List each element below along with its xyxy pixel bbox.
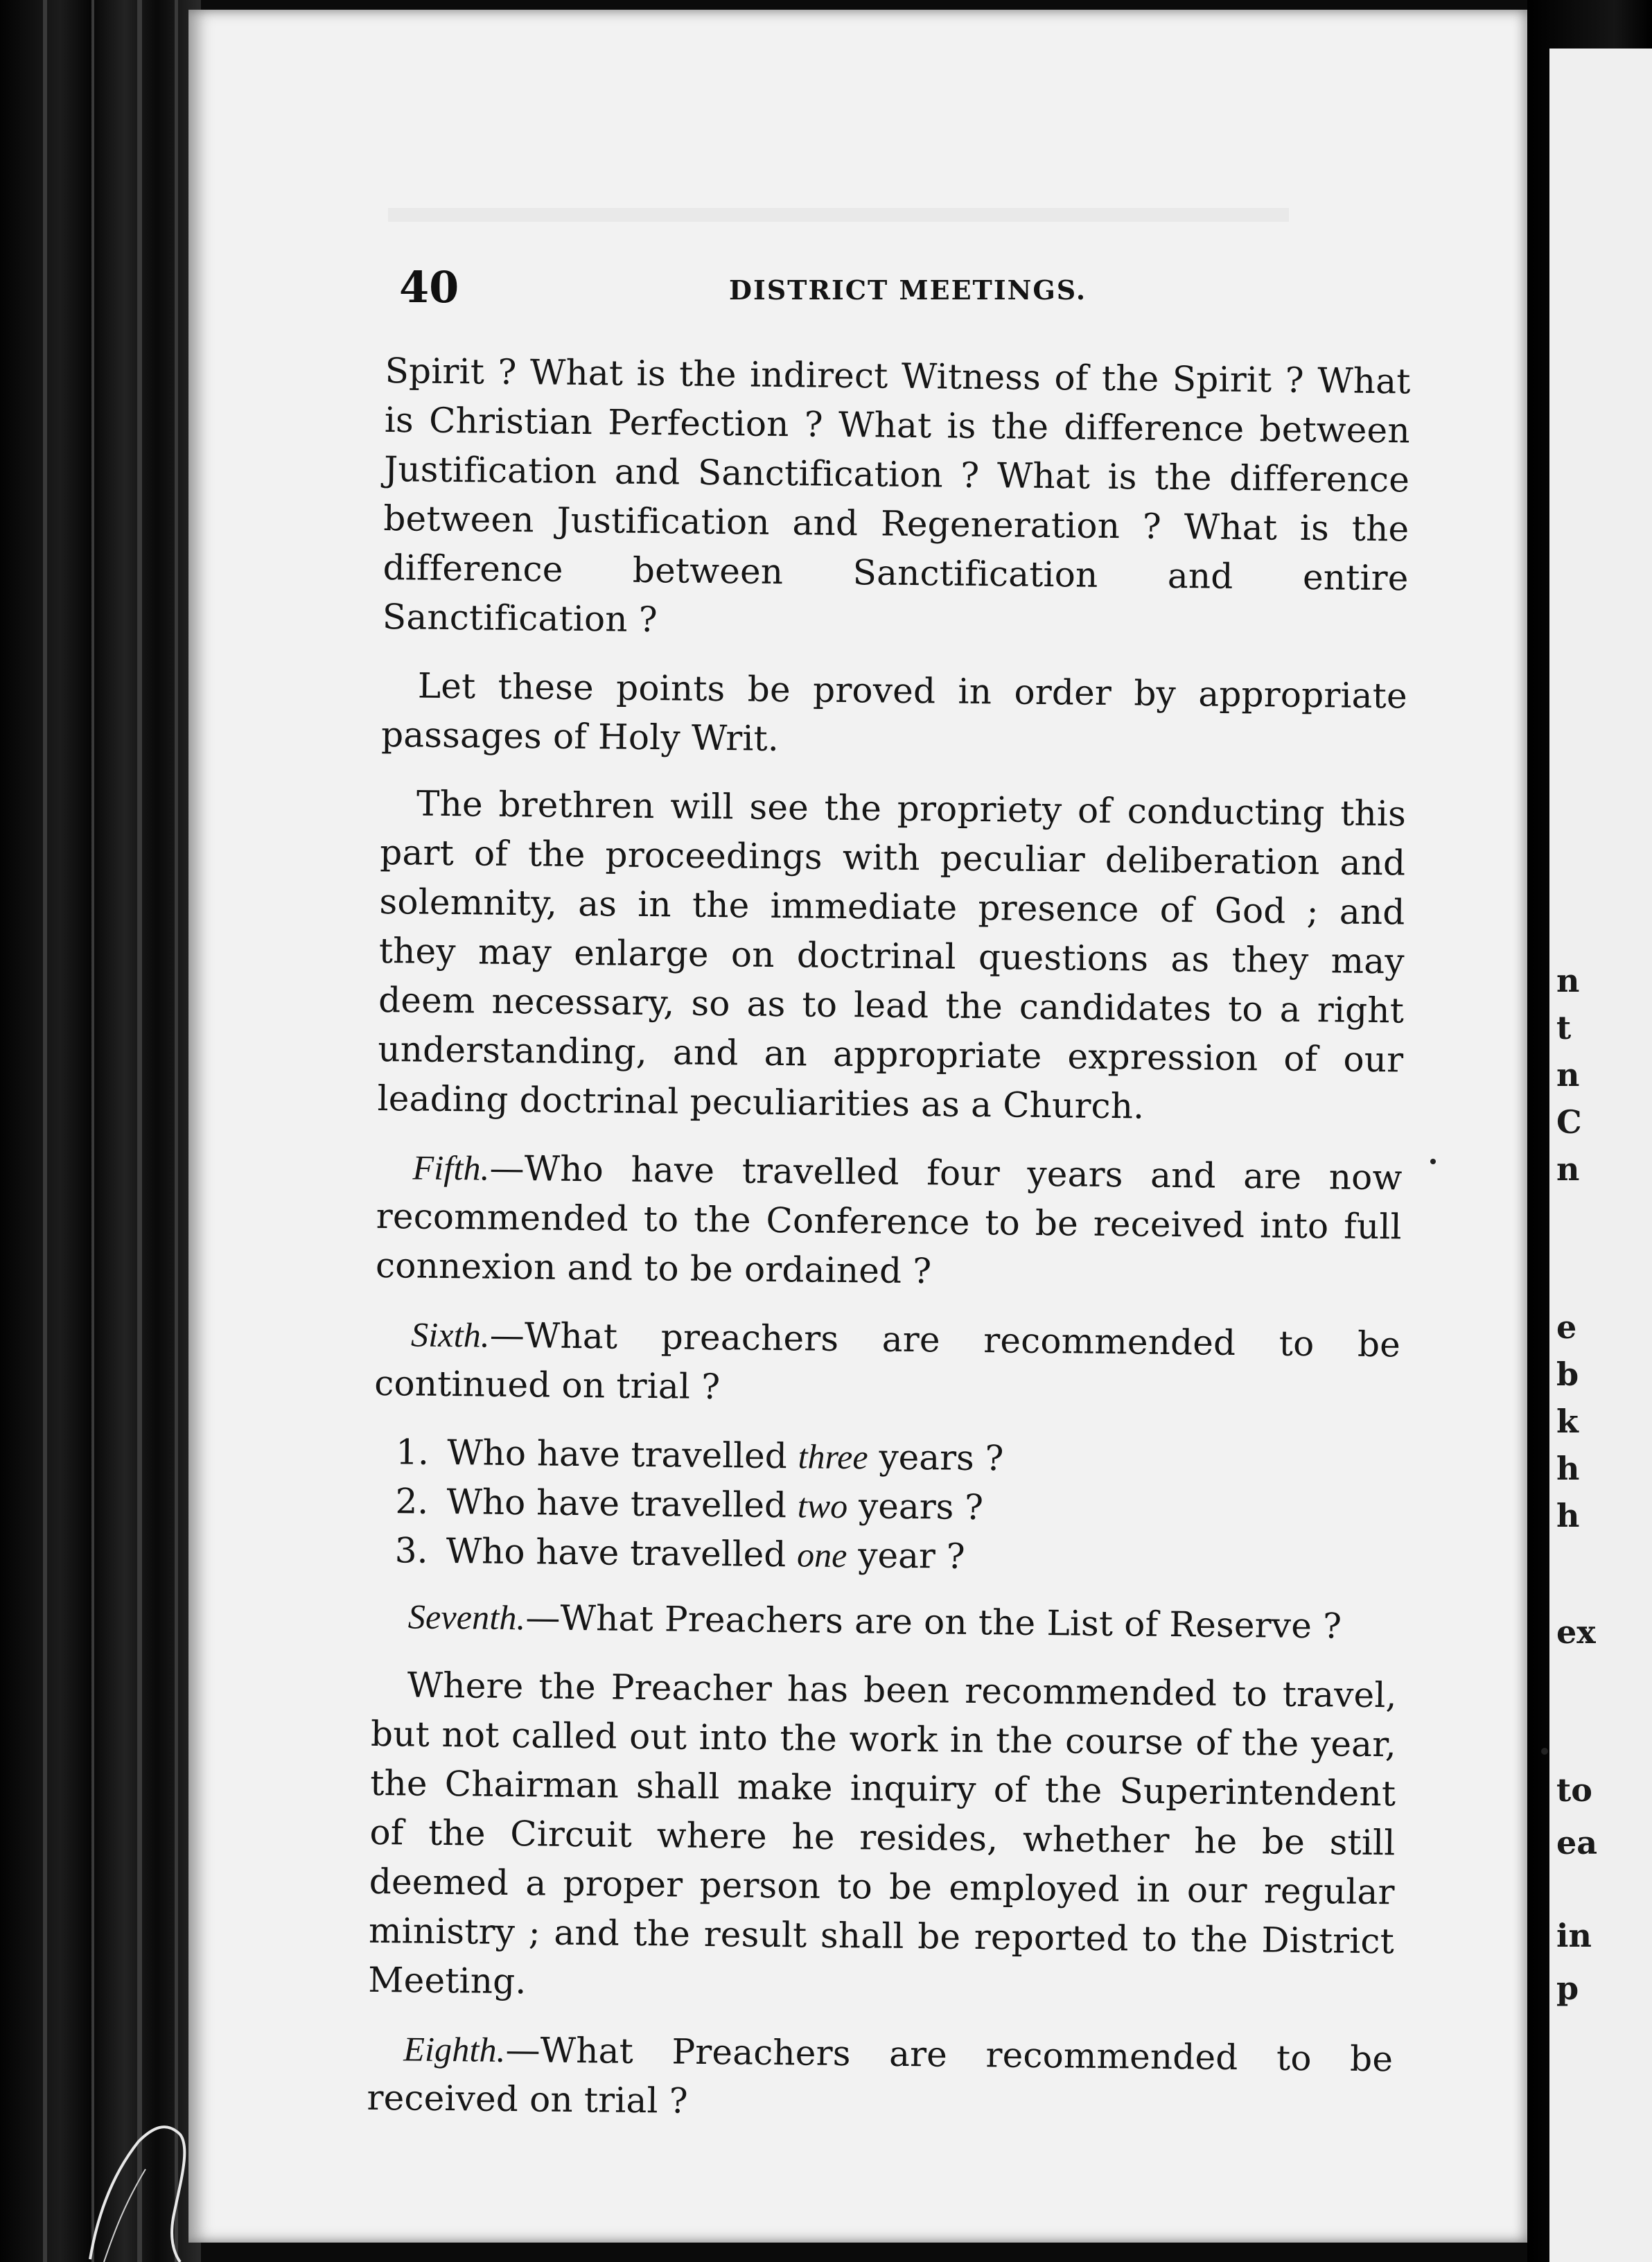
question-text: —What Preachers are on the List of Reserve ? xyxy=(525,1597,1342,1647)
adjacent-fragment: b xyxy=(1556,1356,1579,1393)
adjacent-fragment: ex xyxy=(1556,1613,1596,1651)
adjacent-fragment: C xyxy=(1556,1103,1582,1141)
adjacent-fragment: t xyxy=(1556,1009,1572,1046)
list-number: 3. xyxy=(394,1530,428,1571)
running-head: DISTRICT MEETINGS. xyxy=(729,274,1087,306)
question-text: —What preachers are recommended to be continued on trial ? xyxy=(374,1315,1401,1408)
adjacent-page xyxy=(1549,49,1652,2262)
list-text: years ? xyxy=(847,1486,984,1528)
question-text: —Who have travelled four years and are now recommended to the Conference to be received into full connexion and to be ordained ? xyxy=(375,1148,1403,1292)
adjacent-fragment: k xyxy=(1556,1403,1579,1440)
adjacent-fragment: e xyxy=(1556,1308,1577,1346)
adjacent-fragment: n xyxy=(1556,1056,1580,1094)
list-emphasis: one xyxy=(796,1535,847,1575)
list-text: year ? xyxy=(847,1535,965,1577)
body-text xyxy=(367,347,1411,2153)
adjacent-fragment: h xyxy=(1556,1450,1580,1487)
show-through-text xyxy=(388,208,1289,222)
question-label: Seventh. xyxy=(407,1597,526,1638)
page-number: 40 xyxy=(399,262,459,313)
book-binding xyxy=(0,0,201,2262)
adjacent-fragment: p xyxy=(1556,1970,1579,2007)
paragraph-reserve: Where the Preacher has been recommended to travel, but not called out into the work in the course of the year, the Chairman shall make inquiry of the Superintendent of the Circuit where he resides, whether he be still deemed a proper person to be employed in our regular ministry ; and the result shall be reported to the District Meeting. xyxy=(368,1665,1398,2002)
question-label: Eighth. xyxy=(403,2029,506,2069)
paragraph-propriety: The brethren will see the propriety of conducting this part of the proceedings with peculiar deliberation and solemnity, as in the immediate presence of God ; and they may enlarge on doctrinal questions as they may deem necessary, so as to lead the candidates to a right understanding, and an appropriate expression of our leading doctrinal peculiarities as a Church. xyxy=(377,783,1407,1127)
list-text: Who have travelled xyxy=(446,1482,798,1526)
list-emphasis: two xyxy=(797,1486,848,1526)
question-seventh xyxy=(371,1592,1398,1651)
adjacent-fragment: ea xyxy=(1556,1824,1598,1861)
adjacent-fragment: in xyxy=(1556,1917,1592,1954)
list-text: years ? xyxy=(868,1437,1004,1479)
paragraph-proof: Let these points be proved in order by appropriate passages of Holy Writ. xyxy=(380,665,1408,759)
question-label: Sixth. xyxy=(410,1315,491,1355)
list-text: Who have travelled xyxy=(446,1531,798,1575)
ink-speck xyxy=(1541,1748,1548,1755)
list-number: 1. xyxy=(395,1432,430,1473)
question-text: —What Preachers are recommended to be received on trial ? xyxy=(367,2029,1394,2121)
adjacent-fragment: to xyxy=(1556,1771,1592,1809)
question-sixth xyxy=(374,1310,1400,1419)
question-eighth xyxy=(367,2024,1393,2133)
question-fifth xyxy=(376,1143,1403,1301)
sixth-sublist xyxy=(372,1428,1399,1586)
adjacent-fragment: h xyxy=(1556,1497,1580,1534)
adjacent-fragment: n xyxy=(1556,962,1580,999)
list-item xyxy=(372,1526,1398,1586)
question-label: Fifth. xyxy=(412,1148,490,1188)
list-text: Who have travelled xyxy=(446,1432,799,1477)
loose-thread xyxy=(76,2093,187,2262)
paragraph-spirit-questions: Spirit ? What is the indirect Witness of the Spirit ? What is Christian Perfection ? What is the difference between Justification and Sanctification ? What is the difference between Justification and Regeneration ? What is the difference between Sanctification and entire Sanctification ? xyxy=(382,350,1411,640)
list-number: 2. xyxy=(395,1481,429,1522)
page-header xyxy=(399,262,1099,313)
adjacent-fragment: n xyxy=(1556,1150,1580,1188)
ink-speck xyxy=(1430,1159,1436,1164)
list-emphasis: three xyxy=(798,1437,868,1477)
